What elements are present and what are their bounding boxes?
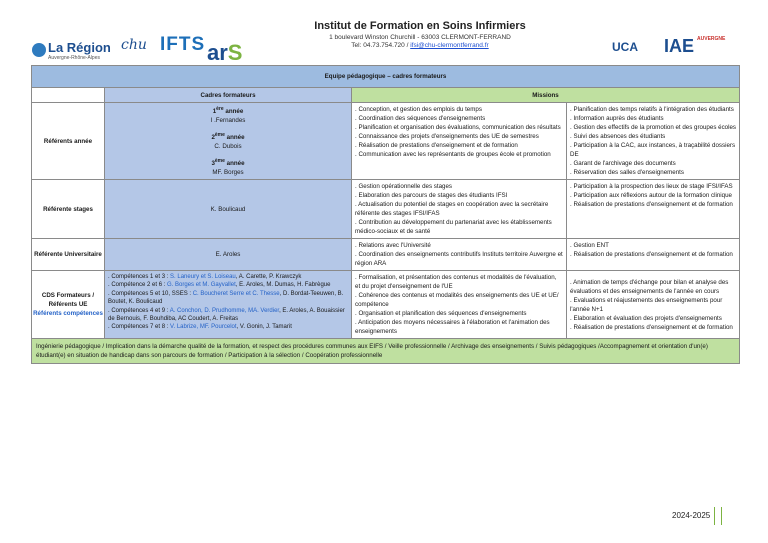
- mission-item: . Réalisation de prestations d'enseignement et de formation: [570, 201, 733, 208]
- mission-item: . Contribution au développement du partenariat avec les établissements médico-sociaux et de santé: [355, 219, 552, 235]
- competence-head: . Compétences 5 et 10, SSES :: [108, 290, 193, 297]
- competence-item: [108, 290, 348, 307]
- mission-item: . Coordination des enseignements contributifs Instituts territoire Auvergne et région ARA: [355, 251, 563, 267]
- competences-list: [105, 271, 352, 339]
- region-name: La Région: [48, 40, 111, 55]
- uca-logo: UCA: [612, 40, 638, 54]
- cds-sublabel: Référents compétences: [33, 310, 103, 317]
- page-header: [0, 0, 768, 64]
- mission-item: . Gestion opérationnelle des stages: [355, 183, 452, 190]
- mission-item: . Animation de temps d'échange pour bilan et analyse des évaluations et des enseignements de l'année en cours: [570, 278, 729, 295]
- mission-item: . Planification des temps relatifs à l'intégration des étudiants: [570, 106, 734, 113]
- competence-leads: C. Boucheret Serre et C. Thesse: [192, 290, 280, 297]
- iae-logo: [664, 36, 725, 57]
- year-referent-name: MF. Borges: [212, 169, 244, 177]
- iae-logo-sub: AUVERGNE: [697, 36, 726, 42]
- competence-leads: A. Conchon, D. Prudhomme, MA. Verdier: [169, 307, 280, 314]
- missions-stages-b: [567, 180, 740, 239]
- corner-cell: [32, 88, 105, 103]
- institute-email-link[interactable]: ifsi@chu-clermontferrand.fr: [410, 42, 489, 49]
- competence-members: , E. Aroles, M. Dumas, H. Fabrègue: [235, 282, 331, 289]
- ars-logo-accent: S: [227, 40, 243, 65]
- row-referents-annee: [32, 103, 740, 180]
- mission-item: . Réservation des salles d'enseignements: [570, 169, 684, 176]
- region-emblem-icon: [32, 43, 46, 57]
- cadres-stages: K. Boulicaud: [105, 180, 352, 239]
- competence-head: . Compétences 7 et 8 :: [108, 324, 171, 331]
- missions-universitaire-a: [352, 239, 567, 271]
- region-subtitle: Auvergne-Rhône-Alpes: [48, 55, 100, 61]
- mission-item: . Cohérence des contenus et modalités des enseignements des UE et UE/ compétence: [355, 292, 559, 308]
- competence-leads: G. Borges et M. Gayvallet: [167, 282, 236, 289]
- row-referente-universitaire: [32, 239, 740, 271]
- mission-item: . Communication avec les représentants de groupes école et promotion: [355, 151, 551, 158]
- competence-item: [108, 273, 348, 281]
- row-cds-formateurs: [32, 271, 740, 339]
- mission-item: . Anticipation des moyens nécessaires à l'élaboration et l'animation des enseignements: [355, 319, 550, 335]
- competence-members: , A. Carette, P. Krawczyk: [235, 274, 302, 280]
- competence-members: , D. Bordat-Teeuwen, B. Boutet, K. Boulicaud: [108, 290, 344, 306]
- institute-contact: [300, 42, 540, 49]
- year-number: 1: [212, 107, 217, 115]
- mission-item: . Planification et organisation des évaluations, communication des résultats: [355, 124, 561, 131]
- mission-item: . Réalisation de prestations d'enseignement et de formation: [570, 251, 733, 258]
- ars-logo-text: ar: [207, 40, 228, 65]
- mission-item: . Coordination des séquences d'enseignements: [355, 115, 486, 122]
- mission-item: . Gestion des effectifs de la promotion et des groupes écoles: [570, 124, 737, 131]
- cadres-annee: [105, 103, 352, 180]
- cadres-universitaire: E. Aroles: [105, 239, 352, 271]
- table-title: Equipe pédagogique – cadres formateurs: [32, 66, 740, 88]
- missions-cds-a: [352, 271, 567, 339]
- mission-item: . Conception, et gestion des emplois du temps: [355, 106, 482, 113]
- missions-stages-a: [352, 180, 567, 239]
- mission-item: . Evaluations et réajustements des enseignements pour l'année N+1: [570, 296, 723, 313]
- mission-item: . Participation à la prospection des lieux de stage IFSI/IFAS: [570, 183, 733, 190]
- competence-members: , E. Aroles, A. Bouaissier de Bernouis, F. Bouhdiba, AC Coudert, A. Freitas: [108, 307, 345, 323]
- team-table: [31, 65, 740, 364]
- institute-title: Institut de Formation en Soins Infirmiers: [314, 20, 526, 32]
- ars-logo: [207, 40, 242, 66]
- row-label-annee: Référents année: [32, 103, 105, 180]
- competence-leads: S. Laneury et S. Loiseau: [170, 274, 236, 280]
- competence-head: . Compétences 1 et 3 :: [108, 274, 171, 280]
- missions-cds-b: [567, 271, 740, 339]
- row-label-universitaire: Référente Universitaire: [32, 239, 105, 271]
- institute-address: 1 boulevard Winston Churchill - 63003 CLERMONT-FERRAND: [329, 34, 511, 41]
- mission-item: . Suivi des absences des étudiants: [570, 133, 666, 140]
- mission-item: . Réalisation de prestations d'enseignement et de formation: [355, 142, 518, 149]
- ifts-logo: IFTS: [160, 34, 206, 55]
- region-logo: [32, 40, 111, 64]
- year-referent-name: I .Fernandes: [210, 116, 246, 124]
- common-missions-footer: Ingénierie pédagogique / Implication dans la démarche qualité de la formation, et respect des procédures communes aux EIFS / Veille professionnelle / Archivage des enseignements / Suivis pédagogiques /Accompagnement et orientation d'un(e) étudiant(e) en situation de handicap dans son parcours de formation / Participation à la sélection / Coopération professionnelle: [32, 339, 740, 364]
- year-block: [105, 105, 351, 125]
- mission-item: . Information auprès des étudiants: [570, 115, 664, 122]
- chu-logo: [121, 36, 151, 58]
- cds-label: CDS Formateurs / Référents UE: [41, 292, 95, 308]
- col-header-missions: Missions: [352, 88, 740, 103]
- year-word: année: [224, 134, 245, 142]
- mission-item: . Participation à la CAC, aux instances, à traçabilité dossiers DE: [570, 142, 736, 158]
- year-suffix: ème: [214, 131, 225, 138]
- missions-annee-a: [352, 103, 567, 180]
- competence-members: , V. Gonin, J. Tamarit: [236, 324, 292, 331]
- year-referent-name: C. Dubois: [214, 143, 242, 151]
- col-header-cadres: Cadres formateurs: [105, 88, 352, 103]
- row-label-stages: Référente stages: [32, 180, 105, 239]
- mission-item: . Elaboration des parcours de stages des étudiants IFSI: [355, 192, 508, 199]
- institute-phone: Tel: 04.73.754.720 /: [351, 42, 411, 49]
- competence-head: . Compétences 4 et 9 :: [108, 307, 170, 314]
- mission-item: . Connaissance des projets d'enseignements des UE de semestres: [355, 133, 539, 140]
- mission-item: . Elaboration et évaluation des projets d'enseignements: [570, 314, 722, 322]
- mission-item: . Relations avec l'Université: [355, 242, 431, 249]
- academic-year: 2024-2025: [672, 511, 711, 520]
- mission-item: . Formalisation, et présentation des contenus et modalités de l'évaluation, et du projet d'enseignement de l'UE: [355, 274, 557, 290]
- row-referente-stages: [32, 180, 740, 239]
- year-block: [105, 131, 351, 151]
- row-label-cds: [32, 271, 105, 339]
- competence-head: . Compétence 2 et 6 :: [108, 282, 168, 289]
- competence-item: [108, 323, 348, 331]
- year-suffix: ème: [214, 158, 225, 165]
- competence-item: [108, 281, 348, 289]
- mission-item: . Organisation et planification des séquences d'enseignements: [355, 310, 527, 317]
- year-word: année: [223, 107, 244, 115]
- year-suffix: ère: [216, 105, 224, 112]
- missions-universitaire-b: [567, 239, 740, 271]
- mission-item: . Participation aux réflexions autour de la formation clinique: [570, 192, 732, 199]
- chu-logo-text: chu: [121, 37, 147, 53]
- decorative-bars-icon: [714, 507, 722, 525]
- missions-annee-b: [567, 103, 740, 180]
- year-number: 2: [211, 134, 215, 142]
- year-number: 3: [211, 160, 215, 168]
- year-block: [105, 157, 351, 177]
- institute-header: [300, 20, 540, 49]
- year-word: année: [224, 160, 245, 168]
- mission-item: . Actualisation du potentiel de stages en coopération avec la secrétaire référente des stages IFSI/IFAS: [355, 201, 549, 217]
- competence-item: [108, 307, 348, 324]
- mission-item: . Gestion ENT: [570, 242, 609, 249]
- competence-leads: V. Labrize, MF. Pourcelot: [170, 324, 237, 331]
- mission-item: . Réalisation de prestations d'enseignement et de formation: [570, 323, 733, 331]
- iae-logo-text: IAE: [664, 36, 695, 56]
- mission-item: . Garant de l'archivage des documents: [570, 160, 676, 167]
